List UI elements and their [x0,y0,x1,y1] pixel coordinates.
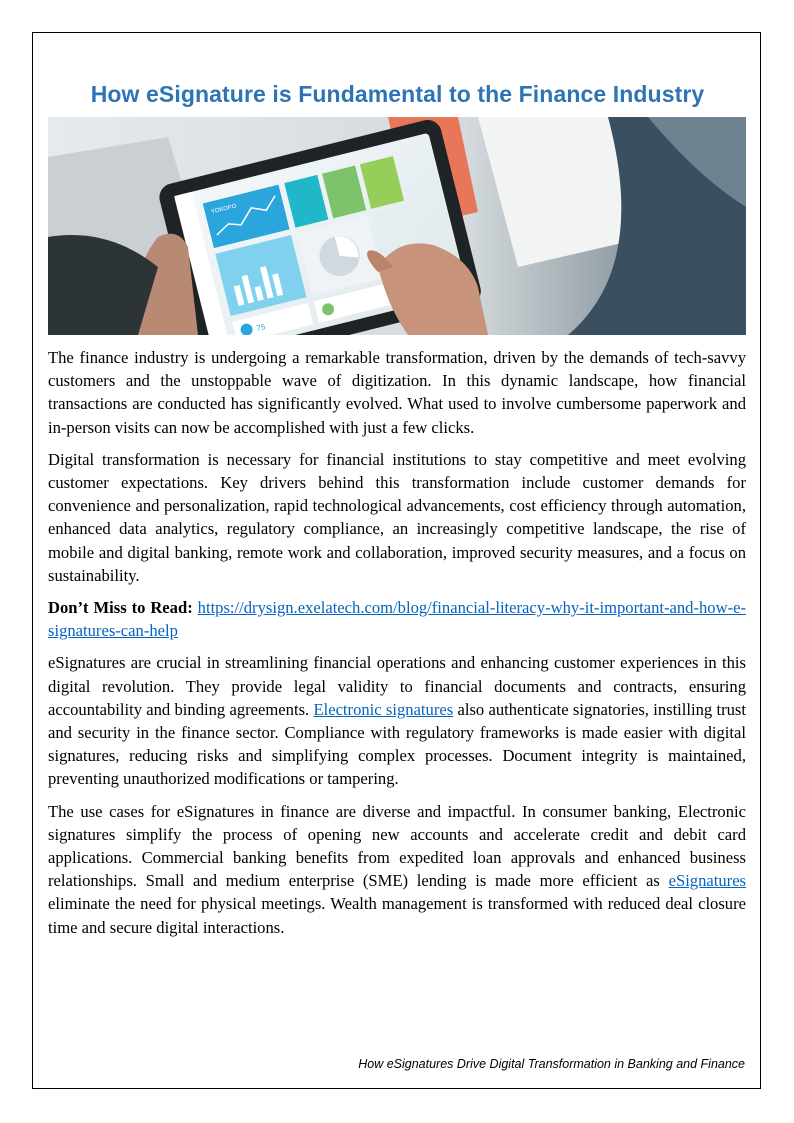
use-cases-text-start: The use cases for eSignatures in finance are diverse and impactful. In consumer banking, Electronic signatures simplify the process of opening new accounts and accelerate credit and debit card applications. Commercial banking benefits from expedited loan approvals and enhanced business relationships. Small and medium enterprise (SME) lending is made more efficient as [48,801,746,891]
paragraph-use-cases [48,800,746,939]
tablet-stat: 75 [255,322,267,334]
paragraph-importance [48,651,746,790]
page-footer: How eSignatures Drive Digital Transformation in Banking and Finance [358,1057,745,1071]
paragraph-intro: The finance industry is undergoing a remarkable transformation, driven by the demands of tech-savvy customers and the unstoppable wave of digitization. In this dynamic landscape, how financial transactions are conducted has significantly evolved. What used to involve cumbersome paperwork and in-person visits can now be accomplished with just a few clicks. [48,348,746,437]
read-more-link[interactable]: https://drysign.exelatech.com/blog/financial-literacy-why-it-important-and-how-e-signatures-can-help [48,598,746,641]
hero-image [48,117,746,335]
read-more-label: Don’t Miss to Read: [48,598,193,618]
use-cases-text-end: eliminate the need for physical meetings. Wealth management is transformed with reduced deal closure time and secure digital interactions. [48,894,746,937]
article-body [48,346,746,948]
tablet-brand-label: YOKOPO [210,203,238,216]
esignatures-link[interactable]: eSignatures [668,871,747,891]
paragraph-drivers: Digital transformation is necessary for financial institutions to stay competitive and meet evolving customer expectations. Key drivers behind this transformation include customer demands for convenience and personalization, rapid technological advancements, cost efficiency through automation, enhanced data analytics, regulatory compliance, an increasingly competitive landscape, the rise of mobile and digital banking, remote work and collaboration, improved security measures, and a focus on sustainability. [48,449,746,585]
importance-text-end: also authenticate signatories, instilling trust and security in the finance sector. Compliance with regulatory frameworks is made easier with digital signatures, reducing risks and simplifying complex processes. Document integrity is maintained, preventing unauthorized modifications or tampering. [48,699,746,789]
paragraph-read-more [48,596,746,642]
electronic-signatures-link[interactable]: Electronic signatures [313,699,454,719]
importance-text-start: eSignatures are crucial in streamlining financial operations and enhancing customer experiences in this digital revolution. They provide legal validity to financial documents and contracts, ensuring accountability and binding agreements. [48,653,746,719]
page-title: How eSignature is Fundamental to the Finance Industry [90,81,705,108]
